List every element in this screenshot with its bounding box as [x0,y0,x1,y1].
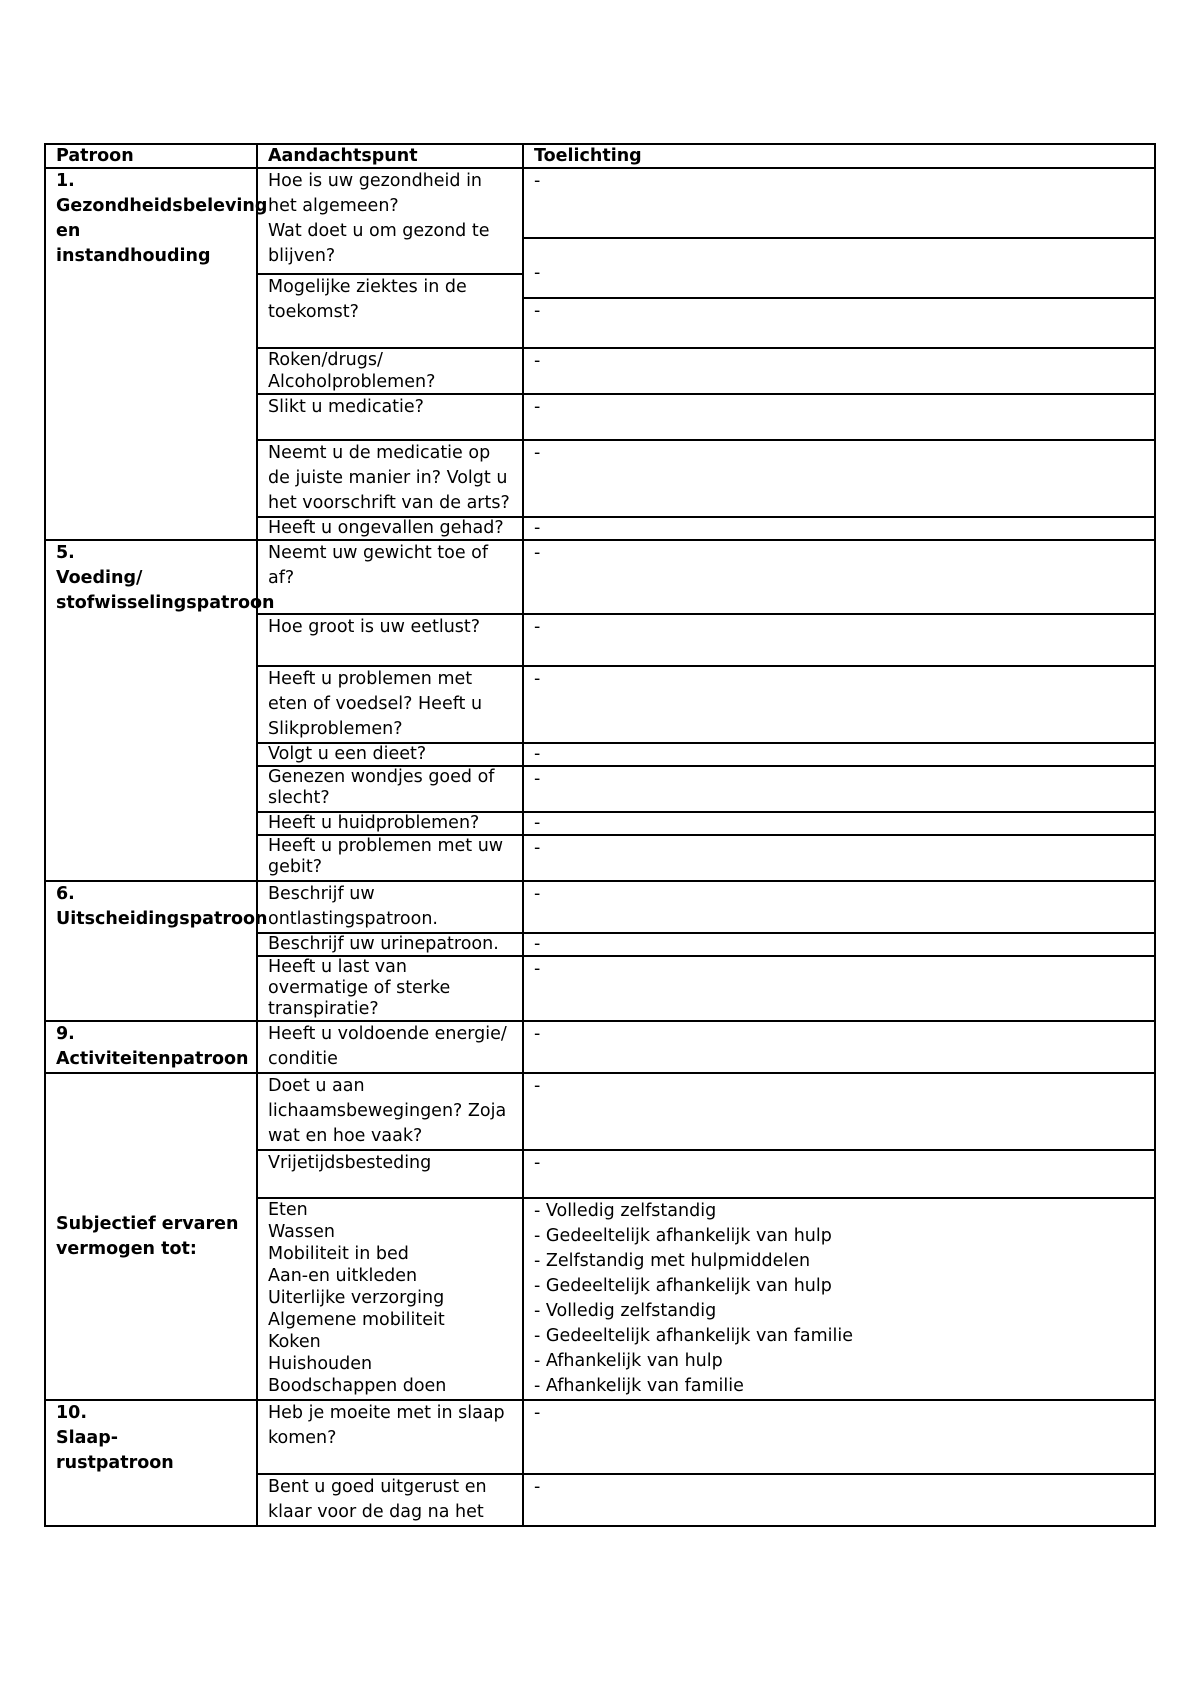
toelichting-cell[interactable]: - [523,812,1155,835]
level: - Volledig zelfstandig [534,1301,717,1321]
activity: Koken [268,1332,321,1352]
question: Vrijetijdsbesteding [257,1150,523,1198]
toelichting-cell[interactable]: - [523,666,1155,743]
toelichting-cell[interactable]: - [523,440,1155,517]
pattern-5-cell [45,540,275,881]
question: Beschrijf uw urinepatroon. [257,933,523,956]
header-aandachtspunt: Aandachtspunt [257,144,523,168]
adl-levels-cell[interactable] [523,1198,1155,1400]
pattern-name: Uitscheidingspatroon [56,909,268,929]
toelichting-cell[interactable]: - [523,1021,1155,1073]
level: - Zelfstandig met hulpmiddelen [534,1251,811,1271]
toelichting-cell[interactable]: - [523,956,1155,1021]
question: Mogelijke ziektes in de toekomst? [257,274,523,348]
pattern-name: Gezondheidsbeleving en instandhouding [56,196,268,266]
toelichting-cell[interactable]: - [523,766,1155,812]
activity: Boodschappen doen [268,1376,447,1396]
level: - Gedeeltelijk afhankelijk van familie [534,1326,853,1346]
pattern-name: Activiteitenpatroon [56,1049,249,1069]
activity: Eten [268,1200,308,1220]
subjectief-label: Subjectief ervaren vermogen tot: [45,1073,257,1400]
toelichting-cell[interactable]: - [523,933,1155,956]
question: Wat doet u om gezond te blijven? [268,221,490,266]
toelichting-cell[interactable]: - [523,517,1155,540]
toelichting-cell[interactable]: - [523,298,1155,348]
question: Heeft u ongevallen gehad? [257,517,523,540]
pattern-number: 10. [56,1403,88,1423]
activity: Aan-en uitkleden [268,1266,418,1286]
header-patroon: Patroon [45,144,257,168]
toelichting-cell[interactable]: - [523,1150,1155,1198]
activity: Huishouden [268,1354,373,1374]
question: Heb je moeite met in slaap komen? [257,1400,523,1474]
toelichting-cell[interactable]: - [523,168,1155,238]
pattern-number: 6. [56,884,75,904]
question: Hoe groot is uw eetlust? [257,614,523,666]
toelichting-cell[interactable]: - [523,238,1155,298]
question: Doet u aan lichaamsbewegingen? Zoja wat en hoe vaak? [257,1073,523,1150]
pattern-number: 1. [56,171,75,191]
level: - Afhankelijk van hulp [534,1351,723,1371]
activity: Mobiliteit in bed [268,1244,409,1264]
level: - Volledig zelfstandig [534,1201,717,1221]
question: Heeft u last van overmatige of sterke transpiratie? [257,956,523,1021]
pattern-name: Voeding/ stofwisselingspatroon [56,568,275,613]
toelichting-cell[interactable]: - [523,881,1155,933]
question: Heeft u voldoende energie/ conditie [257,1021,523,1073]
pattern-9-cell [45,1021,257,1073]
pattern-6-cell [45,881,268,1021]
level: - Afhankelijk van familie [534,1376,744,1396]
toelichting-cell[interactable]: - [523,1073,1155,1150]
toelichting-cell[interactable]: - [523,1400,1155,1474]
question: Genezen wondjes goed of slecht? [257,766,523,812]
pattern-number: 9. [56,1024,75,1044]
question: Neemt u de medicatie op de juiste manier in? Volgt u het voorschrift van de arts? [257,440,523,517]
aandachtspunt-cell [257,168,523,274]
activity: Algemene mobiliteit [268,1310,445,1330]
pattern-10-cell [45,1400,257,1526]
activity: Uiterlijke verzorging [268,1288,445,1308]
toelichting-cell[interactable]: - [523,540,1155,614]
question: Heeft u problemen met uw gebit? [257,835,523,881]
toelichting-cell[interactable]: - [523,1474,1155,1526]
toelichting-cell[interactable]: - [523,614,1155,666]
toelichting-cell[interactable]: - [523,743,1155,766]
question: Slikt u medicatie? [257,394,523,440]
level: - Gedeeltelijk afhankelijk van hulp [534,1226,832,1246]
pattern-number: 5. [56,543,75,563]
pattern-name: Slaap-rustpatroon [56,1428,174,1473]
question: Roken/drugs/ Alcoholproblemen? [257,348,523,394]
question: Heeft u problemen met eten of voedsel? Heeft u Slikproblemen? [257,666,523,743]
question: Volgt u een dieet? [257,743,523,766]
adl-activities-cell [257,1198,523,1400]
toelichting-cell[interactable]: - [523,394,1155,440]
question: Neemt uw gewicht toe of af? [257,540,523,614]
activity: Wassen [268,1222,336,1242]
header-toelichting: Toelichting [523,144,1155,168]
question: Bent u goed uitgerust en klaar voor de dag na het [257,1474,523,1526]
toelichting-cell[interactable]: - [523,348,1155,394]
question: Beschrijf uw ontlastingspatroon. [257,881,523,933]
question: Heeft u huidproblemen? [257,812,523,835]
question: Hoe is uw gezondheid in het algemeen? [268,171,483,216]
level: - Gedeeltelijk afhankelijk van hulp [534,1276,832,1296]
pattern-1-cell [45,168,268,540]
header-row [45,144,1155,168]
toelichting-cell[interactable]: - [523,835,1155,881]
patterns-table [44,143,1156,1527]
